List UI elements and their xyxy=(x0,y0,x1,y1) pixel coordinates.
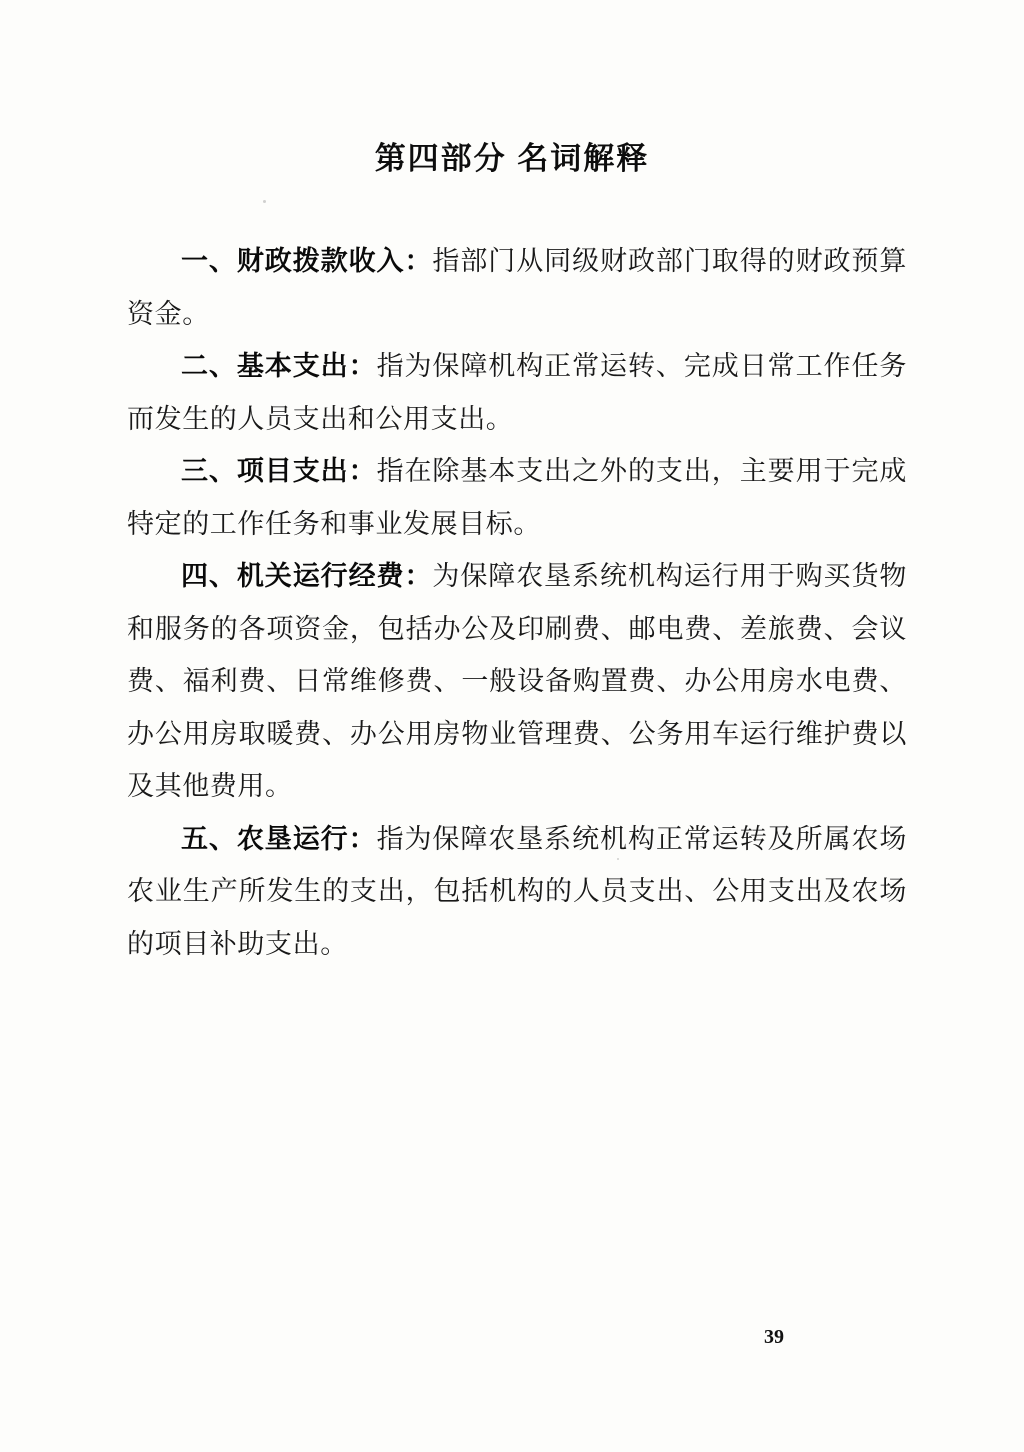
term-definition: 指为保障农垦系统机构正常运转及所属农场农业生产所发生的支出，包括机构的人员支出、公用支出及农场的项目补助支出。 xyxy=(127,823,908,959)
term-label: 一、财政拨款收入： xyxy=(181,246,433,276)
term-label: 三、项目支出： xyxy=(181,456,377,486)
term-definition: 为保障农垦系统机构运行用于购买货物和服务的各项资金，包括办公及印刷费、邮电费、差旅费、会议费、福利费、日常维修费、一般设备购置费、办公用房水电费、办公用房取暖费、办公用房物业管理费、公务用车运行维护费以及其他费用。 xyxy=(127,561,907,801)
document-body xyxy=(127,235,907,970)
definition-paragraph xyxy=(127,235,907,340)
definition-paragraph xyxy=(127,813,907,971)
page-title: 第四部分 名词解释 xyxy=(374,141,650,176)
scan-speckle xyxy=(409,519,412,521)
scan-speckle xyxy=(263,200,266,203)
term-label: 五、农垦运行： xyxy=(181,823,377,854)
definition-paragraph xyxy=(127,445,907,550)
scan-speckle xyxy=(617,858,619,860)
term-label: 二、基本支出： xyxy=(181,351,377,381)
definition-paragraph xyxy=(127,550,907,813)
page-number: 39 xyxy=(764,1326,784,1348)
term-definition: 指在除基本支出之外的支出，主要用于完成特定的工作任务和事业发展目标。 xyxy=(127,456,908,539)
term-definition: 指为保障机构正常运转、完成日常工作任务而发生的人员支出和公用支出。 xyxy=(127,351,908,434)
term-definition: 指部门从同级财政部门取得的财政预算资金。 xyxy=(127,246,907,329)
term-label: 四、机关运行经费： xyxy=(181,561,433,591)
definition-paragraph xyxy=(127,340,907,445)
